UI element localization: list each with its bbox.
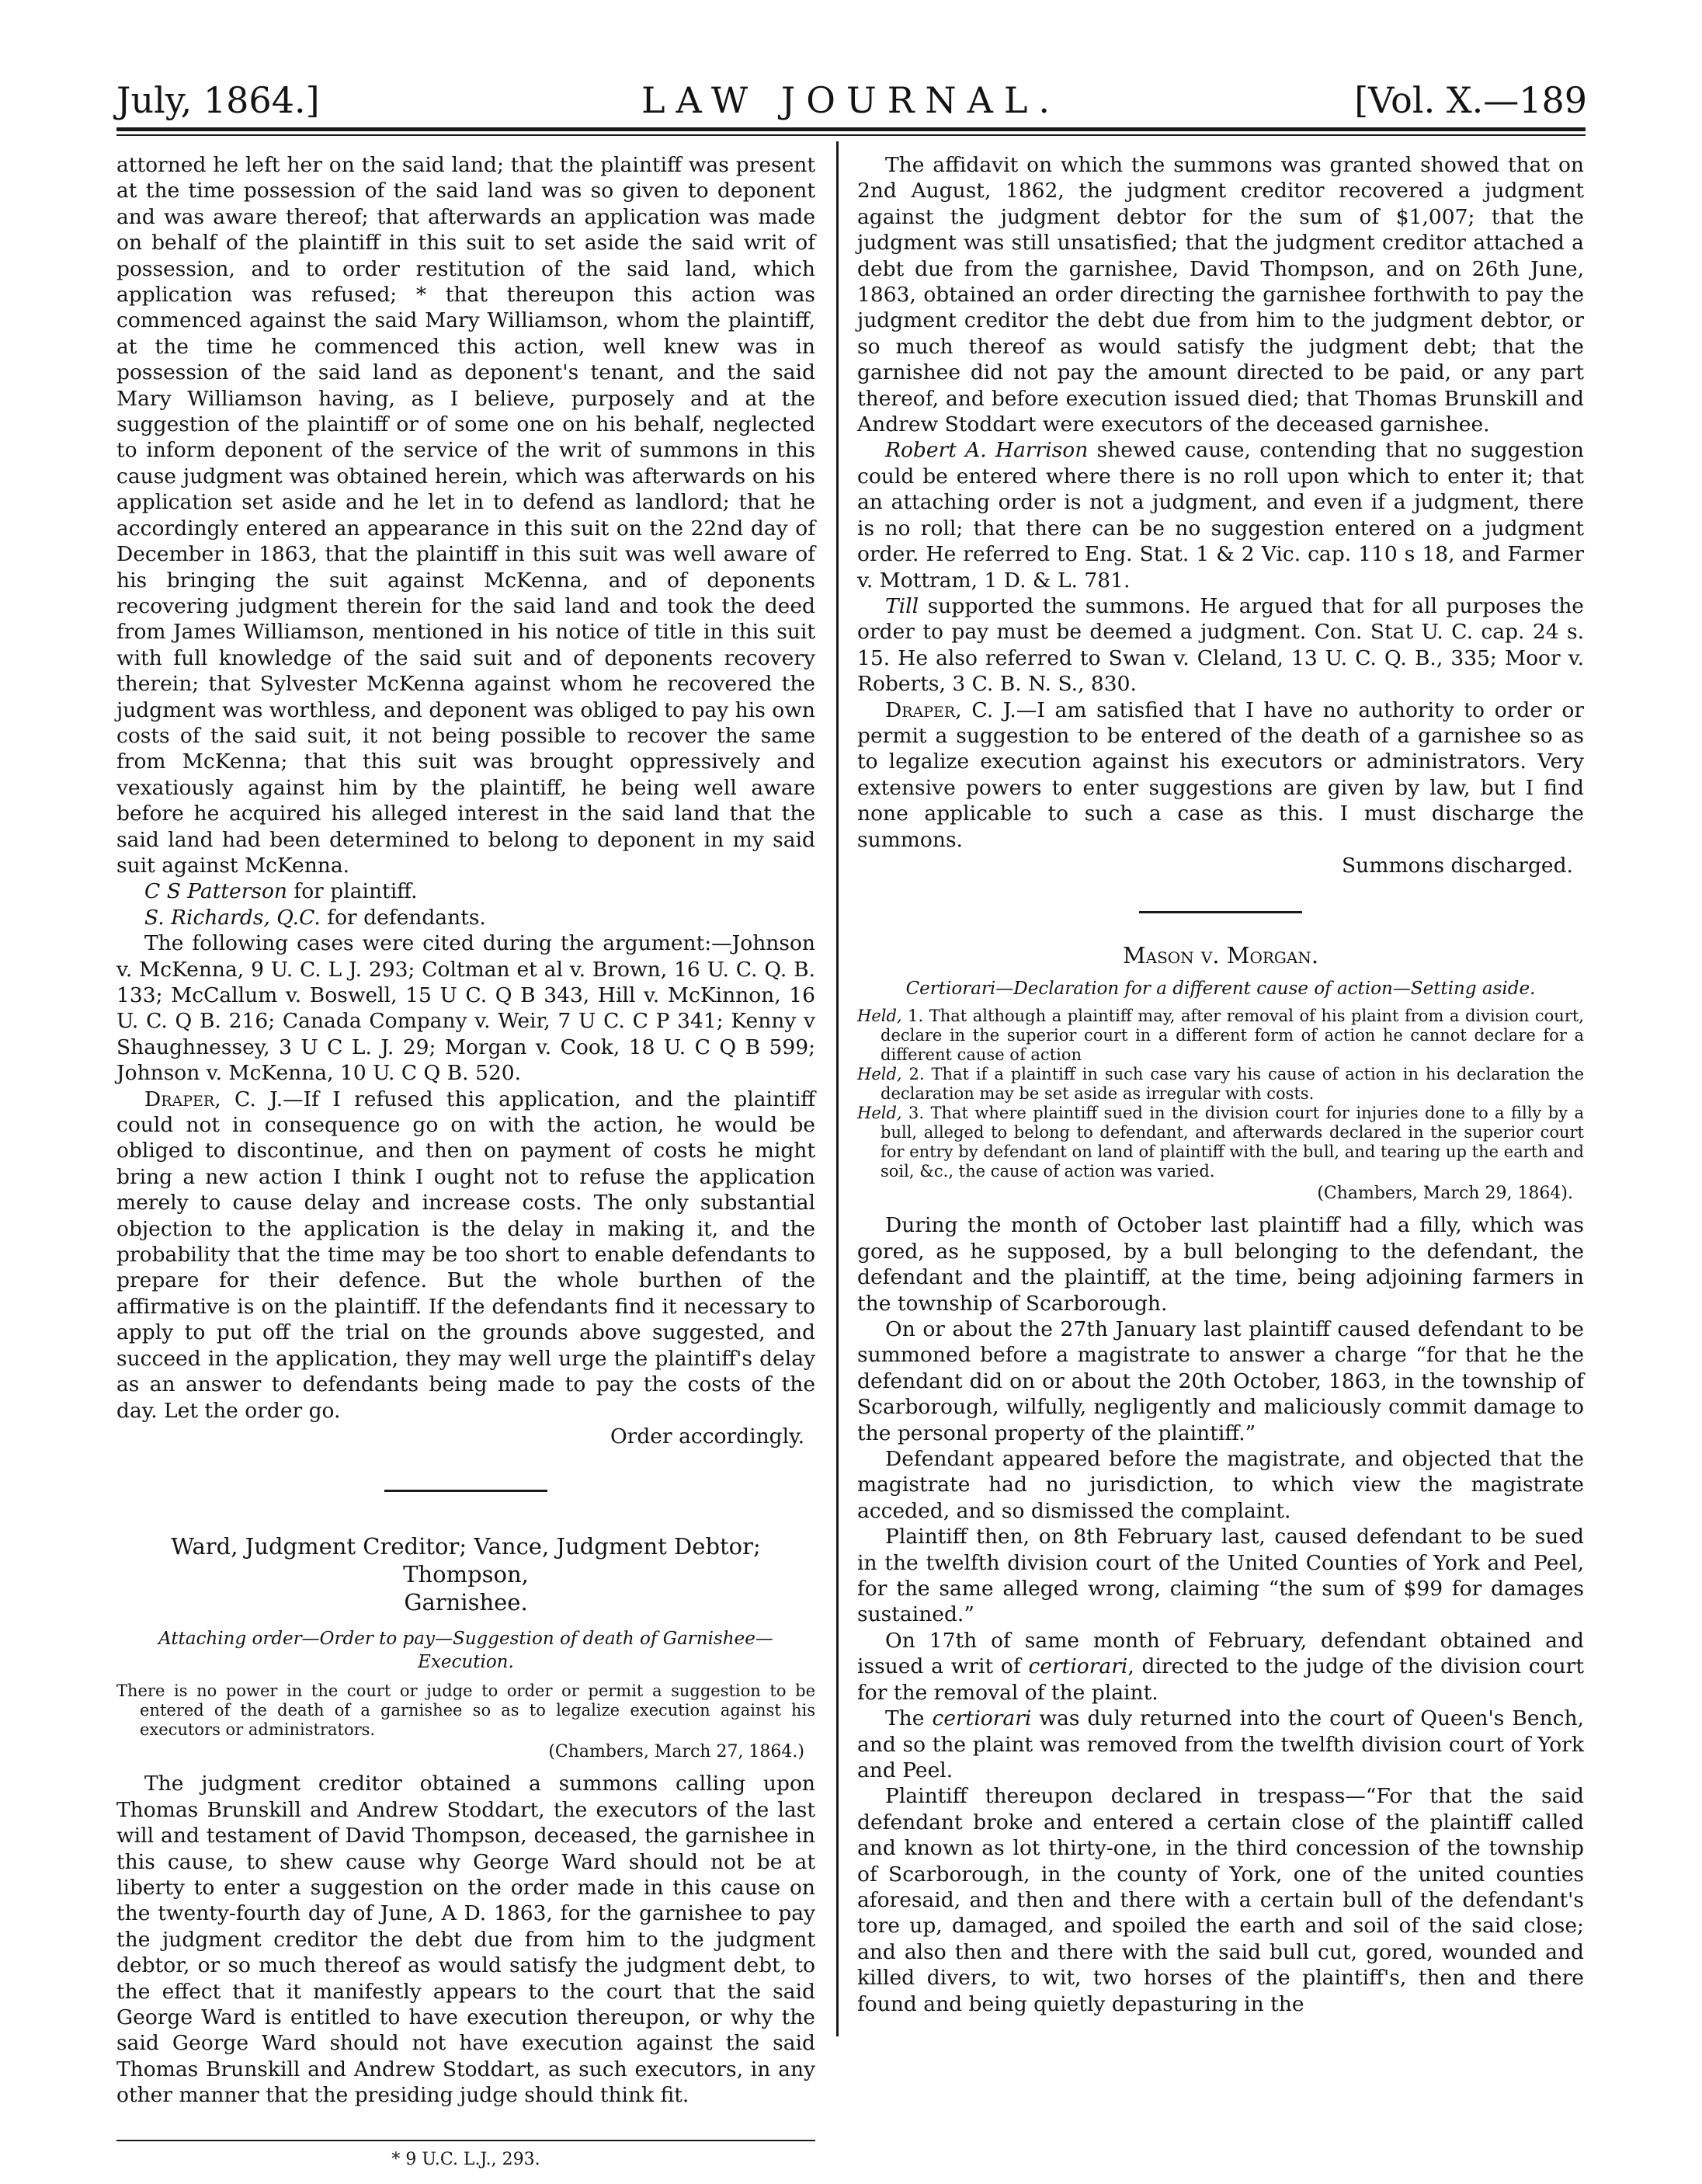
text-run: , directed to the judge of the division court for the removal of the plaint. (857, 1654, 1584, 1705)
footnote-rule (116, 2140, 815, 2141)
facts-paragraph-5 (857, 1628, 1584, 1706)
judgment-text: —I am satisfied that I have no authority to order or permit a suggestion to be entered of the death of a garnishee so as to legalize execution against his executors or administrators. Very extensive powers to enter suggestions are given by law, but I find none applicable to such a case as this. I must discharge the summons. (857, 697, 1584, 852)
counsel-defendant-role: for defendants. (320, 905, 486, 930)
facts-paragraph-7: Plaintiff thereupon declared in trespass—“For that the said defendant broke and entered a certain close of the plaintiff called and known as lot thirty-one, in the third concession of the township of Scarborough, in the county of York, one of the united counties aforesaid, and then and there with a certain bull of the defendant's tore up, damaged, and spoiled the earth and soil of the said close; and also then and there with the said bull cut, gored, wounded and killed divers, to wit, two horses of the plaintiff's, then and there found and being quietly depasturing in the (857, 1784, 1584, 2016)
facts-paragraph-2: On or about the 27th January last plaintiff caused defendant to be summoned before a magistrate to answer a charge “for that he the defendant did on or about the 20th October, 1863, in the township of Scarborough, wilfully, negligently and maliciously commit damage to the personal property of the plaintiff.” (857, 1317, 1584, 1445)
cases-cited: The following cases were cited during the argument:—Johnson v. McKenna, 9 U. C. L J. 293; Coltman et al v. Brown, 16 U. C. Q. B. 133; McCallum v. Boswell, 15 U C. Q B 343, Hill v. McKinnon, 16 U. C. Q B. 216; Canada Company v. Weir, 7 U C. C P 341; Kenny v Shaughnessey, 3 U C L. J. 29; Morgan v. Cook, 18 U. C Q B 599; Johnson v. McKenna, 10 U. C Q B. 520. (116, 931, 815, 1086)
counsel-name-till: Till (885, 593, 919, 618)
judgment-paragraph (116, 1087, 815, 1424)
case-title-line-2: Garnishee. (404, 1589, 528, 1616)
issue-date: July, 1864.] (116, 79, 320, 121)
right-column (857, 152, 1584, 2017)
counsel-name-harrison: Robert A. Harrison (885, 438, 1089, 463)
column-divider (836, 141, 839, 2036)
affidavit-summary: The affidavit on which the summons was granted showed that on 2nd August, 1862, the judgment creditor recovered a judgment against the judgment debtor for the sum of $1,007; that the judgment was still unsatisfied; that the judgment creditor attached a debt due from the garnishee, David Thompson, and on 26th June, 1863, obtained an order directing the garnishee forthwith to pay the judgment creditor the debt due from him to the judgment debtor, or so much thereof as would satisfy the judgment debt; that the garnishee did not pay the amount directed to be paid, or any part thereof, and before execution issued died; that Thomas Brunskill and Andrew Stoddart were executors of the deceased garnishee. (857, 153, 1584, 437)
judge-name: Draper, C. J. (885, 697, 1016, 722)
facts-paragraph-6 (857, 1706, 1584, 1783)
left-column (116, 152, 815, 2171)
held-label: Held, (857, 1065, 902, 1084)
held-text: 1. That although a plaintiff may, after removal of his plaint from a division court, declare in the superior court in a different form of action he cannot declare for a different cause of action (881, 1007, 1584, 1065)
summons-supported (857, 593, 1584, 697)
summons-supported-text: supported the summons. He argued that for all purposes the order to pay must be deemed a judgment. Con. Stat U. C. cap. 24 s. 15. He also referred to Swan v. Cleland, 13 U. C. Q. B., 335; Moor v. Roberts, 3 C. B. N. S., 830. (857, 593, 1584, 697)
italic-term: certiorari (1028, 1654, 1128, 1679)
held-label: Held, (857, 1104, 902, 1123)
case-title-mason-morgan: Mason v. Morgan. (1122, 942, 1319, 969)
case-subtitle: Certiorari—Declaration for a different cause of action—Setting aside. (905, 979, 1536, 1000)
held-text: 3. That where plaintiff sued in the division court for injuries done to a filly by a bull, alleged to belong to defendant, and afterwards declared in the superior court for entry by defendant on land of plaintiff with the bull, and tearing up the earth and soil, &c., the cause of action was varied. (881, 1104, 1584, 1181)
header-rule-thick (116, 127, 1586, 131)
summons-result: Summons discharged. (1342, 853, 1573, 878)
case-statement: The judgment creditor obtained a summons calling upon Thomas Brunskill and Andrew Stoddart, the executors of the last will and testament of David Thompson, deceased, the garnishee in this cause, to shew cause why George Ward should not be at liberty to enter a suggestion on the order made in this cause on the twenty-fourth day of June, A D. 1863, for the garnishee to pay the judgment creditor the debt due from him to the judgment debtor, or so much thereof as would satisfy the judgment debt, to the effect that it manifestly appears to the court that the said George Ward is entitled to have execution thereupon, or why the said George Ward should not have execution against the said Thomas Brunskill and Andrew Stoddart, as such executors, in any other manner that the presiding judge should think fit. (116, 1772, 815, 2108)
text-run: On 17th of same month of February, defendant obtained and issued a writ of (857, 1628, 1584, 1679)
cause-shown (857, 437, 1584, 593)
counsel-plaintiff-name: C S Patterson (144, 879, 287, 904)
headnote-held-1 (857, 1007, 1584, 1065)
order-result: Order accordingly. (610, 1424, 804, 1448)
headnote-held-2 (857, 1065, 1584, 1104)
text-run: was duly returned into the court of Queen's Bench, and so the plaint was removed from the twelfth division court of York and Peel. (857, 1706, 1584, 1782)
judge-name: Draper, C. J. (144, 1087, 283, 1111)
affidavit-continuation: attorned he left her on the said land; that the plaintiff was present at the time possession of the said land was so given to deponent and was aware thereof; that afterwards an application was made on behalf of the plaintiff in this suit to set aside the said writ of possession, and to order restitution of the said land, which application was refused; * that thereupon this action was commenced against the said Mary Williamson, whom the plaintiff, at the time he commenced this action, well knew was in possession of the said land as deponent's tenant, and the said Mary Williamson having, as I believe, purposely and at the suggestion of the plaintiff or of some one on his behalf, neglected to inform deponent of the service of the writ of summons in this cause judgment was obtained herein, which was afterwards on his application set aside and he let in to defend as landlord; that he accordingly entered an appearance in this suit on the 22nd day of December in 1863, that the plaintiff in this suit was well aware of his bringing the suit against McKenna, and of deponents recovering judgment therein for the said land and took the deed from James Williamson, mentioned in his notice of title in this suit with full knowledge of the said suit and of deponents recovery therein; that Sylvester McKenna against whom he recovered the judgment was worthless, and deponent was obliged to pay his own costs of the said suit, it not being possible to recover the same from McKenna; that this suit was brought oppressively and vexatiously against him by the plaintiff, he being well aware before he acquired his alleged interest in the said land that the said land had been determined to belong to deponent in my said suit against McKenna. (116, 153, 815, 878)
counsel-defendant-name: S. Richards, Q.C. (144, 905, 321, 930)
section-rule (1139, 911, 1302, 913)
held-text: 2. That if a plaintiff in such case vary his cause of action in his declaration the declaration may be set aside as irregular with costs. (881, 1065, 1584, 1104)
case-headnote: There is no power in the court or judge to order or permit a suggestion to be entered of the death of a garnishee so as to legalize execution against his executors or administrators. (116, 1681, 815, 1740)
cause-shown-text: shewed cause, contending that no suggestion could be entered where there is no roll upon which to enter it; that an attaching order is not a judgment, and even if a judgment, there is no roll; that there can be no suggestion entered on a judgment order. He referred to Eng. Stat. 1 & 2 Vic. cap. 110 s 18, and Farmer v. Mottram, 1 D. & L. 781. (857, 438, 1584, 593)
case-title-ward-vance (116, 1532, 815, 1616)
judgment-paragraph (857, 697, 1584, 853)
text-run: The (885, 1706, 933, 1731)
case-title-line-1: Ward, Judgment Creditor; Vance, Judgment Debtor; Thompson, (171, 1533, 761, 1588)
facts-paragraph-4: Plaintiff then, on 8th February last, caused defendant to be sued in the twelfth division court of the United Counties of York and Peel, for the same alleged wrong, claiming “the sum of $99 for damages sustained.” (857, 1525, 1584, 1627)
held-label: Held, (857, 1007, 902, 1026)
italic-term: certiorari (932, 1706, 1032, 1731)
facts-paragraph-3: Defendant appeared before the magistrate, and objected that the magistrate had no jurisdiction, to which view the magistrate acceded, and so dismissed the complaint. (857, 1447, 1584, 1523)
case-subtitle: Attaching order—Order to pay—Suggestion of death of Garnishee—Execution. (158, 1629, 773, 1673)
section-rule (384, 1490, 547, 1492)
counsel-plaintiff (116, 878, 815, 904)
volume-page-number: [Vol. X.—189 (1354, 79, 1587, 121)
counsel-defendant (116, 905, 815, 930)
header-rule-thin (116, 134, 1586, 136)
facts-paragraph-1: During the month of October last plaintiff had a filly, which was gored, as he supposed, by a bull belonging to the defendant, the defendant and the plaintiff, at the time, being adjoining farmers in the township of Scarborough. (857, 1213, 1584, 1316)
case-court-date: (Chambers, March 29, 1864). (1317, 1184, 1573, 1204)
footnote: * 9 U.C. L.J., 293. (391, 2149, 540, 2169)
case-court-date: (Chambers, March 27, 1864.) (548, 1742, 804, 1762)
counsel-plaintiff-role: for plaintiff. (287, 879, 418, 904)
journal-title: LAW JOURNAL. (641, 79, 1061, 121)
judgment-text: —If I refused this application, and the plaintiff could not in consequence go on with the action, he would be obliged to discontinue, and then on payment of costs he might bring a new action I think I ought not to refuse the application merely to cause delay and increase costs. The only substantial objection to the application is the delay in making it, and the probability that the time may be too short to enable defendants to prepare for their defence. But the whole burthen of the affirmative is on the plaintiff. If the defendants find it necessary to apply to put off the trial on the grounds above suggested, and succeed in the application, they may well urge the plaintiff's delay as an answer to defendants being made to pay the costs of the day. Let the order go. (116, 1087, 815, 1423)
headnote-held-3 (857, 1104, 1584, 1181)
